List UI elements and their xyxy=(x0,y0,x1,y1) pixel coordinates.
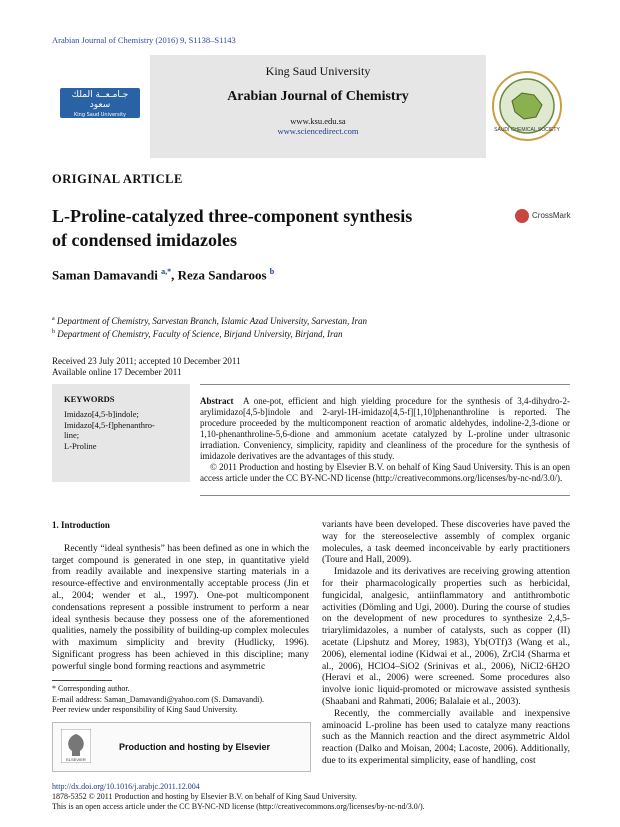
logo-arabic-text: جـامـعــة الملك سعود xyxy=(71,90,129,110)
crossmark-label: CrossMark xyxy=(532,211,571,221)
peer-review-note: Peer review under responsibility of King Saud University. xyxy=(52,705,238,714)
article-title xyxy=(52,204,482,252)
sciencedirect-link[interactable]: www.sciencedirect.com xyxy=(277,126,359,136)
society-logo-label: SAUDI CHEMICAL SOCIETY xyxy=(494,127,560,133)
crossmark-badge[interactable] xyxy=(515,209,571,223)
article-dates xyxy=(52,356,241,378)
intro-heading: 1. Introduction xyxy=(52,520,110,530)
license-line[interactable]: This is an open access article under the CC BY-NC-ND license (http://creativecommons.org/licenses/by-nc-nd/3.0/). xyxy=(52,802,425,811)
logo-english-text: King Saud University xyxy=(74,112,126,118)
column-left xyxy=(52,520,309,674)
journal-title: Arabian Journal of Chemistry xyxy=(227,89,409,104)
affil-a-mark: a xyxy=(52,316,55,322)
journal-url[interactable]: www.ksu.edu.sa xyxy=(290,116,346,126)
abstract-copyright: © 2011 Production and hosting by Elsevier B.V. on behalf of King Saud University. This is an open access article under the CC BY-NC-ND license (http://creativecommons.org/licenses/by-nc-nd/3.0/). xyxy=(200,462,570,483)
intro-col2-paragraph-1: variants have been developed. These discoveries have paved the way for the stereoselective assembly of complex organic molecules, a task deemed inconceivable by early practitioners (Toure and Hall, 2009). xyxy=(322,520,570,566)
abstract-label: Abstract xyxy=(200,396,234,406)
university-name: King Saud University xyxy=(265,64,371,78)
intro-col2-paragraph-3: Recently, the commercially available and inexpensive aminoacid L-proline has been used to catalyze many reactions such as the Mannich reaction and the direct asymmetric Aldol reaction (Dalko and Moisan, 2004; Lacoste, 2006). Additionally, due to its experimental simplicity, ease of handling, cost xyxy=(322,708,570,766)
keyword-2-cont: line; xyxy=(64,430,80,440)
elsevier-tree-icon xyxy=(61,729,91,763)
title-line-1: L-Proline-catalyzed three-component synthesis xyxy=(52,206,413,226)
affil-b: Department of Chemistry, Faculty of Science, Birjand University, Birjand, Iran xyxy=(57,329,343,339)
author-email[interactable]: E-mail address: Saman_Damavandi@yahoo.com (S. Damavandi). xyxy=(52,694,264,704)
affil-b-mark: b xyxy=(52,329,55,335)
elsevier-box xyxy=(52,722,311,772)
author-list xyxy=(52,267,274,283)
university-logo xyxy=(52,55,148,158)
elsevier-logo-label: ELSEVIER xyxy=(66,757,86,762)
title-line-2: of condensed imidazoles xyxy=(52,230,238,250)
author-1-affil[interactable]: a,* xyxy=(161,267,172,276)
issn-line: 1878-5352 © 2011 Production and hosting by Elsevier B.V. on behalf of King Saud University. xyxy=(52,792,357,801)
footnote-rule xyxy=(52,680,112,681)
received-date: Received 23 July 2011; accepted 10 December 2011 xyxy=(52,356,241,366)
footnote xyxy=(52,684,309,716)
keyword-2: Imidazo[4,5-f]phenanthro- xyxy=(64,419,155,430)
keywords-box xyxy=(52,384,190,482)
page-footer xyxy=(52,782,425,812)
affil-a: Department of Chemistry, Sarvestan Branch, Islamic Azad University, Sarvestan, Iran xyxy=(56,316,367,326)
intro-col2-paragraph-2: Imidazole and its derivatives are receiving growing attention for their pharmacologically properties such as herbicidal, fungicidal, analgesic, antiinflammatory and antithrombotic activities (Dömling and Ugi, 2000). During the course of studies on the development of new procedures to synthesize 2,4,5-triarylimidazoles, a number of catalysts, such as copper (II) acetate (Lipshutz and Morey, 1983), Yb(OTf)3 (Wang et al., 2006), elemental iodine (Kidwai et al., 2006), ZrCl4 (Sharma et al., 2006), HClO4–SiO2 (Srinivas et al., 2006), NiCl2·6H2O (Heravi et al., 2006) were screened. Some procedures also involve ionic liquid-promoted or microwave assisted synthesis (Shaabani and Rahmati, 2006; Balalaie et al., 2003). xyxy=(322,567,570,707)
corresponding-author: * Corresponding author. xyxy=(52,684,130,693)
society-logo xyxy=(488,55,566,158)
crossmark-icon xyxy=(515,209,529,223)
journal-reference[interactable]: Arabian Journal of Chemistry (2016) 9, S1138–S1143 xyxy=(52,35,236,45)
doi-link[interactable]: http://dx.doi.org/10.1016/j.arabjc.2011.12.004 xyxy=(52,782,200,791)
author-1: Saman Damavandi xyxy=(52,267,158,283)
keywords-heading: KEYWORDS xyxy=(64,394,115,404)
author-2-affil[interactable]: b xyxy=(269,267,275,276)
abstract-text: A one-pot, efficient and high yielding procedure for the synthesis of 3,4-dihydro-2-arylimidazo[4,5-b]indole and 2-aryl-1H-imidazo[4,5-f][1,10]phenanthroline is reported. The procedure proceeded by the multicomponent reaction of aromatic aldehydes, indoline-2,3-dione or 1,10-phenanthroline-5,6-dione and ammonium acetate catalyzed by L-proline under ultrasonic irradiation. Conveniency, simplicity, rapidity and cleanliness of the procedure for the synthesis of imidazole derivatives are the advantages of this study. xyxy=(200,396,570,461)
journal-banner xyxy=(150,55,486,158)
author-separator: , xyxy=(171,267,178,283)
abstract xyxy=(200,384,570,484)
section-tag: ORIGINAL ARTICLE xyxy=(52,172,183,186)
author-2: Reza Sandaroos xyxy=(177,267,267,283)
keyword-1: Imidazo[4,5-b]indole; xyxy=(64,409,139,419)
online-date: Available online 17 December 2011 xyxy=(52,367,182,377)
keyword-3: L-Proline xyxy=(64,440,97,451)
elsevier-hosting-text: Production and hosting by Elsevier xyxy=(119,742,271,752)
abstract-bottom-rule xyxy=(200,495,570,496)
intro-paragraph-1: Recently “ideal synthesis” has been defined as one in which the target compound is generated in one step, in quantitative yield from readily available and inexpensive starting materials in a resource-effective and environmentally acceptable process (Jin et al., 2004; wender et al., 1997). One-pot multicomponent condensations represent a possible instrument to perform a near ideal synthesis because they possess one of the aforementioned qualities, namely the possibility of building-up complex molecules with maximum simplicity and brevity (Hudlicky, 1996). Significant progress has been achieved in this discipline; many powerful single bond forming reactions and asymmetric xyxy=(52,543,309,672)
affiliations xyxy=(52,314,367,340)
column-right xyxy=(322,520,570,768)
